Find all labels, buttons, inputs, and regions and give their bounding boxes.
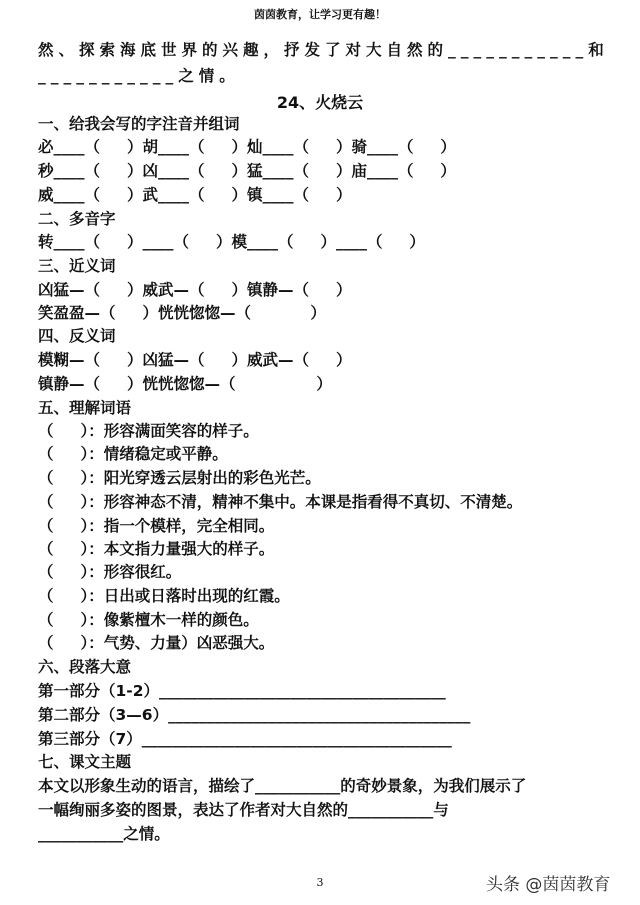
definition-item: （ ）：指一个模样，完全相同。 bbox=[38, 517, 275, 535]
lesson-title: 24、火烧云 bbox=[276, 93, 364, 112]
section-3-row-1: 凶猛—（ ）威武—（ ）镇静—（ ） bbox=[38, 281, 352, 299]
section-3-row-2: 笑盈盈—（ ）恍恍惚惚—（ ） bbox=[38, 304, 326, 322]
section-1-heading: 一、给我会写的字注音并组词 bbox=[38, 115, 240, 133]
definition-item: （ ）：像紫檀木一样的颜色。 bbox=[38, 611, 259, 629]
section-6-heading: 六、段落大意 bbox=[38, 658, 132, 676]
section-7-heading: 七、课文主题 bbox=[38, 753, 132, 771]
section-4-row-1: 模糊—（ ）凶猛—（ ）威武—（ ） bbox=[38, 351, 352, 369]
theme-line-2: 一幅绚丽多姿的图景，表达了作者对大自然的___________与 bbox=[38, 801, 449, 819]
section-1-row-3: 威____（ ）武____（ ）镇____（ ） bbox=[38, 186, 352, 204]
intro-line-1: 然、探索海底世界的兴趣，抒发了对大自然的___________和 bbox=[38, 41, 609, 59]
paragraph-part-3: 第三部分（7）________________________________________ bbox=[38, 730, 452, 748]
paragraph-part-2: 第二部分（3—6）_______________________________________ bbox=[38, 706, 471, 724]
source-watermark: 头条 @茵茵教育 bbox=[486, 875, 611, 895]
paragraph-part-1: 第一部分（1-2）_____________________________________ bbox=[38, 682, 446, 700]
section-4-heading: 四、反义词 bbox=[38, 327, 116, 345]
theme-line-1: 本文以形象生动的语言，描绘了___________的奇妙景象，为我们展示了 bbox=[38, 777, 527, 795]
intro-line-2: ___________之情。 bbox=[38, 67, 240, 85]
definition-item: （ ）：形容神态不清，精神不集中。本课是指看得不真切、不清楚。 bbox=[38, 493, 523, 511]
definition-item: （ ）：形容满面笑容的样子。 bbox=[38, 422, 259, 440]
definition-item: （ ）：本文指力量强大的样子。 bbox=[38, 540, 275, 558]
section-2-heading: 二、多音字 bbox=[38, 210, 116, 228]
theme-line-3: ___________之情。 bbox=[38, 825, 170, 843]
definition-item: （ ）：日出或日落时出现的红霞。 bbox=[38, 587, 290, 605]
section-1-row-1: 必____（ ）胡____（ ）灿____（ ）骑____（ ） bbox=[38, 138, 456, 156]
section-4-row-2: 镇静—（ ）恍恍惚惚—（ ） bbox=[38, 375, 332, 393]
section-1-row-2: 秒____（ ）凶____（ ）猛____（ ）庙____（ ） bbox=[38, 162, 456, 180]
definition-item: （ ）：形容很红。 bbox=[38, 563, 182, 581]
definition-item: （ ）：阳光穿透云层射出的彩色光芒。 bbox=[38, 469, 321, 487]
definition-item: （ ）：气势、力量）凶恶强大。 bbox=[38, 634, 275, 652]
section-3-heading: 三、近义词 bbox=[38, 257, 116, 275]
section-2-row-1: 转____（ ）____（ ）模____（ ）____（ ） bbox=[38, 233, 425, 251]
definition-item: （ ）：情绪稳定或平静。 bbox=[38, 445, 228, 463]
section-5-heading: 五、理解词语 bbox=[38, 399, 132, 417]
page-header: 茵茵教育，让学习更有趣！ bbox=[254, 8, 386, 21]
page-number: 3 bbox=[316, 876, 324, 889]
